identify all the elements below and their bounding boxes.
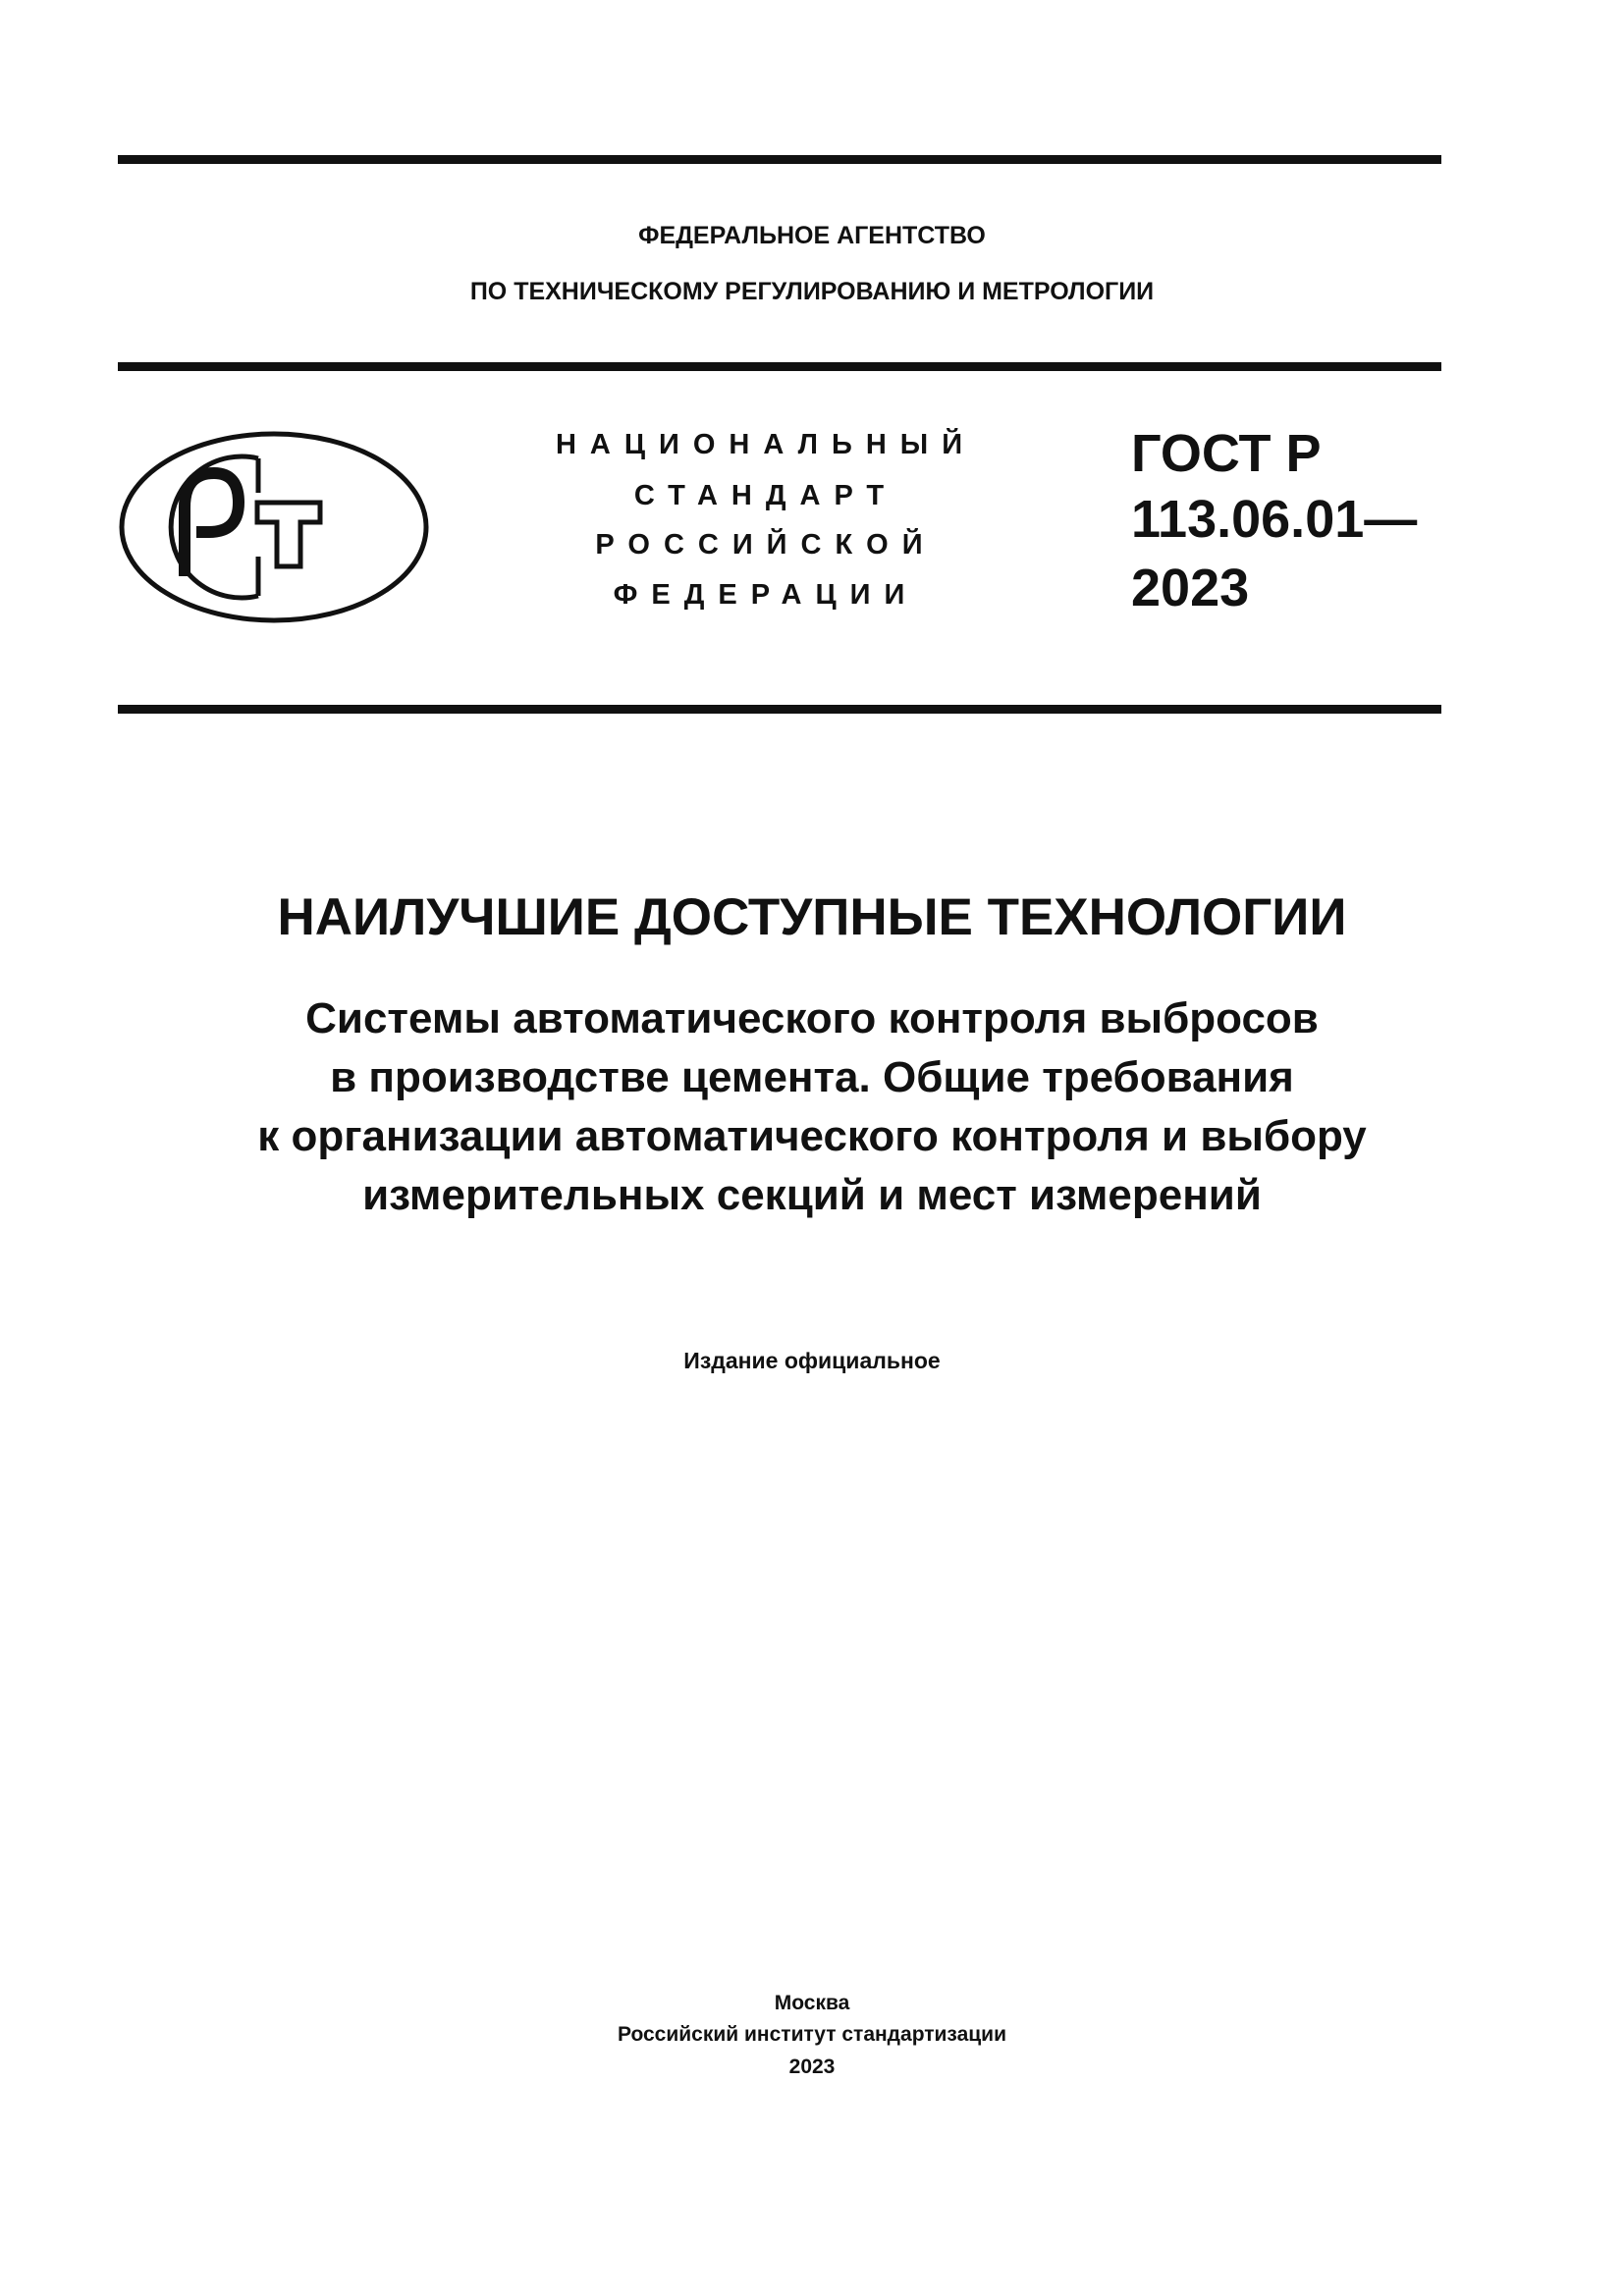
rule-3: [118, 705, 1441, 714]
footer-city: Москва: [774, 1992, 850, 2014]
designation-line: ГОСТ Р: [1131, 424, 1322, 483]
designation-line: 2023: [1131, 559, 1250, 617]
subtitle-line: в производстве цемента. Общие требования: [330, 1053, 1294, 1101]
document-title: НАИЛУЧШИЕ ДОСТУПНЫЕ ТЕХНОЛОГИИ: [277, 888, 1347, 946]
subtitle-line: Системы автоматического контроля выбросов: [305, 994, 1319, 1042]
agency-line-2: ПО ТЕХНИЧЕСКОМУ РЕГУЛИРОВАНИЮ И МЕТРОЛОГИИ: [469, 278, 1155, 305]
rst-logo-icon: [116, 429, 432, 625]
designation-line: 113.06.01—: [1131, 490, 1418, 549]
rule-2: [118, 362, 1441, 371]
standard-type-line: ФЕДЕРАЦИИ: [613, 579, 919, 611]
agency-line-1: ФЕДЕРАЛЬНОЕ АГЕНТСТВО: [638, 222, 986, 249]
edition-label: Издание официальное: [683, 1348, 941, 1373]
standard-type-line: РОССИЙСКОЙ: [595, 529, 937, 561]
top-rule: [118, 155, 1441, 164]
subtitle-line: к организации автоматического контроля и выбору: [257, 1112, 1367, 1160]
standard-type-line: НАЦИОНАЛЬНЫЙ: [555, 429, 977, 460]
footer-year: 2023: [788, 2056, 836, 2078]
subtitle-line: измерительных секций и мест измерений: [362, 1171, 1262, 1219]
standard-type-line: СТАНДАРТ: [633, 480, 898, 511]
footer-publisher: Российский институт стандартизации: [617, 2023, 1007, 2046]
